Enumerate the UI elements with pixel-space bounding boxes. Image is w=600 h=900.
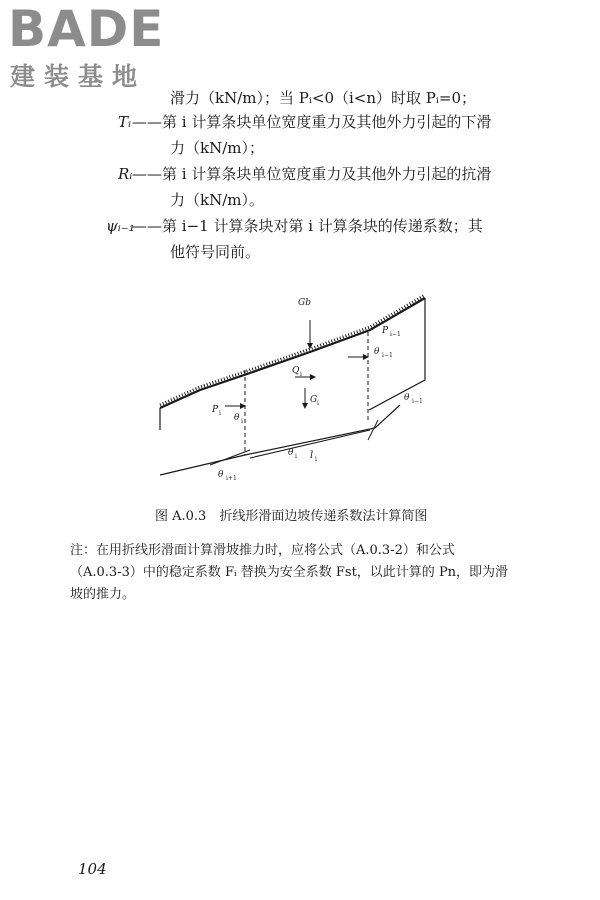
note — [70, 540, 540, 606]
slope-diagram — [150, 280, 450, 495]
label-theta-right: θ — [404, 393, 410, 403]
label-p-upper-sub: i−1 — [390, 331, 401, 338]
label-p-lower-sub: i — [219, 410, 221, 417]
label-theta-left: θ — [218, 470, 224, 480]
label-p-lower: P — [212, 405, 219, 415]
label-g-top: Gb — [298, 298, 311, 308]
label-theta-base: θ — [288, 448, 294, 458]
label-theta-lower: θ — [234, 413, 240, 423]
note-line-3: 坡的推力。 — [70, 587, 136, 602]
tick-left — [210, 450, 250, 465]
def-symbol-psi: ψᵢ₋₁ — [106, 217, 135, 235]
label-theta-base-sub: i — [295, 453, 297, 460]
slip-surface — [160, 405, 400, 475]
def-text-psi-line1: ——第 i−1 计算条块对第 i 计算条块的传递系数；其 — [132, 217, 483, 235]
label-g: G — [310, 395, 318, 405]
def-symbol-r: Rᵢ — [118, 165, 133, 183]
label-theta-right-sub: i−1 — [412, 398, 423, 405]
logo-text: BADE — [8, 0, 165, 58]
label-q: Q — [292, 366, 300, 376]
page-number: 104 — [78, 860, 107, 878]
logo-subtitle: 建装基地 — [10, 62, 147, 91]
label-l: l — [310, 450, 314, 461]
continuation-line: 滑力（kN/m）；当 Pᵢ<0（i<n）时取 Pᵢ=0； — [170, 89, 476, 107]
figure-caption: 图 A.0.3 折线形滑面边坡传递系数法计算简图 — [155, 509, 428, 524]
label-p-upper: P — [382, 326, 389, 336]
def-text-t-line2: 力（kN/m）； — [170, 139, 264, 157]
def-text-r-line1: ——第 i 计算条块单位宽度重力及其他外力引起的抗滑 — [132, 165, 492, 183]
label-theta-upper: θ — [374, 347, 380, 357]
note-line-1: 注：在用折线形滑面计算滑坡推力时，应将公式（A.0.3-2）和公式 — [70, 543, 455, 558]
label-theta-upper-sub: i−1 — [382, 352, 393, 359]
bade-logo — [8, 0, 183, 96]
def-text-r-line2: 力（kN/m）。 — [170, 191, 264, 209]
label-q-sub: i — [300, 371, 302, 378]
label-g-sub: i — [317, 400, 319, 407]
def-text-psi-line2: 他符号同前。 — [170, 243, 261, 261]
label-theta-left-sub: i+1 — [226, 475, 237, 482]
label-theta-lower-sub: i — [241, 418, 243, 425]
def-symbol-t: Tᵢ — [118, 113, 132, 131]
note-line-2: （A.0.3-3）中的稳定系数 Fᵢ 替换为安全系数 Fst，以此计算的 Pn，即为滑 — [70, 565, 509, 580]
def-text-t-line1: ——第 i 计算条块单位宽度重力及其他外力引起的下滑 — [132, 113, 492, 131]
label-l-sub: i — [315, 456, 317, 463]
